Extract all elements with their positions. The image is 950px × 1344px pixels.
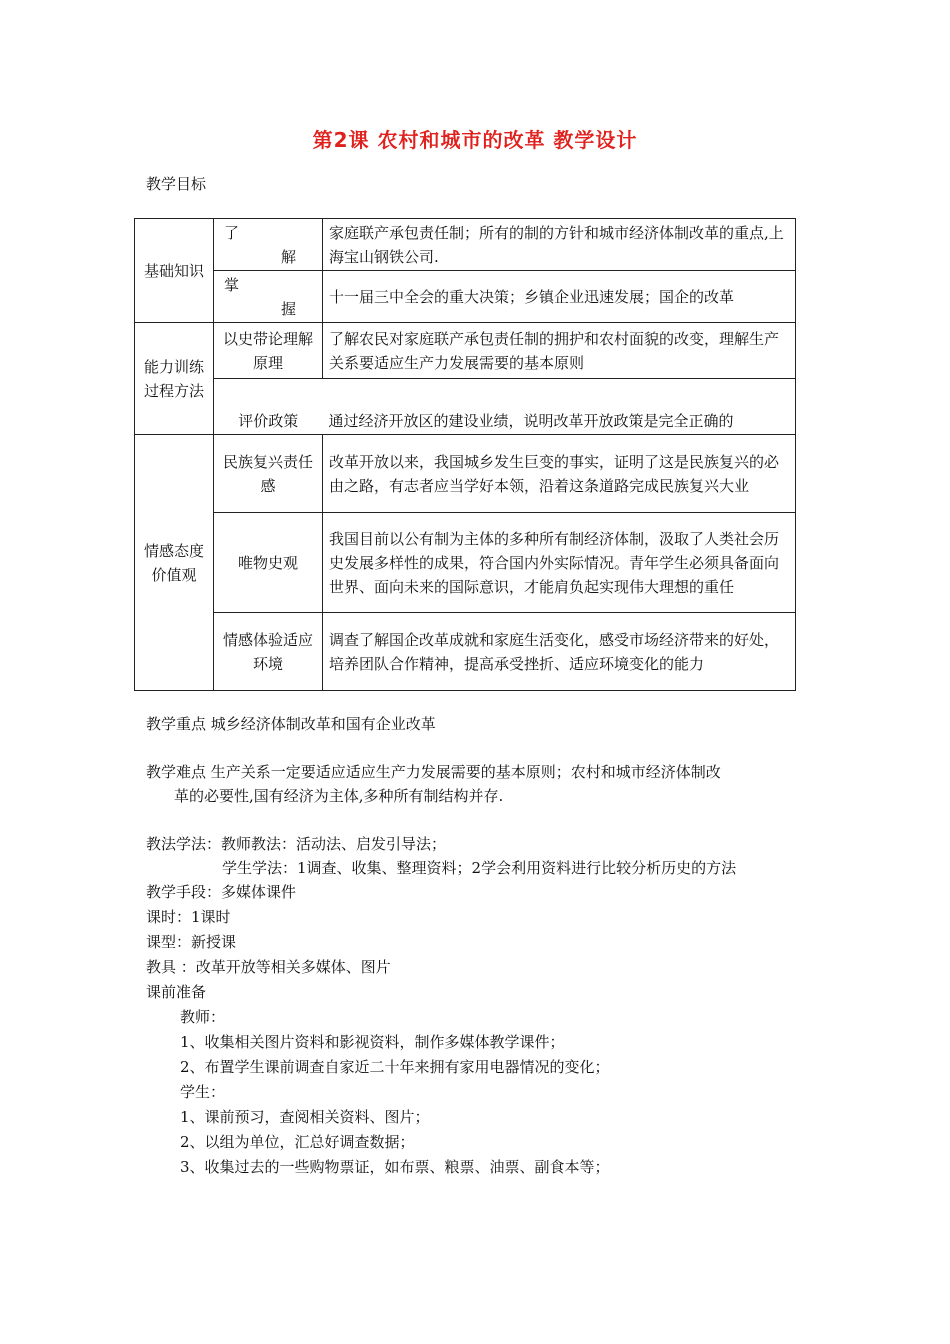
lesson-type: 课型：新授课 xyxy=(146,933,237,951)
category-emotion: 情感态度价值观 xyxy=(135,435,214,691)
student-item: 1、课前预习，查阅相关资料、图片； xyxy=(180,1108,430,1126)
category-ability: 能力训练过程方法 xyxy=(135,323,214,435)
student-item: 3、收集过去的一些购物票证，如布票、粮票、油票、副食本等； xyxy=(180,1158,610,1176)
difficult-point-line2: 革的必要性,国有经济为主体,多种所有制结构并存. xyxy=(174,787,504,805)
text-understand: 家庭联产承包责任制；所有的制的方针和城市经济体制改革的重点,上海宝山钢铁公司. xyxy=(323,219,796,271)
label-understand-b: 解 xyxy=(280,247,296,266)
teacher-item: 2、布置学生课前调查自家近二十年来拥有家用电器情况的变化； xyxy=(180,1058,610,1076)
label-understand xyxy=(214,219,323,271)
blank-cell xyxy=(214,379,796,409)
text-policy: 通过经济开放区的建设业绩，说明改革开放政策是完全正确的 xyxy=(323,409,796,435)
student-label: 学生： xyxy=(180,1083,226,1101)
table-row xyxy=(135,323,796,379)
table-row xyxy=(135,409,796,435)
table-row xyxy=(135,379,796,409)
label-national: 民族复兴责任 感 xyxy=(214,435,323,513)
methods-line1: 教法学法：教师教法：活动法、启发引导法； xyxy=(146,835,447,853)
table-row xyxy=(135,271,796,323)
label-understand-a: 了 xyxy=(224,223,240,242)
text-history: 了解农民对家庭联产承包责任制的拥护和农村面貌的改变，理解生产关系要适应生产力发展需要的基本原则 xyxy=(323,323,796,379)
table-row xyxy=(135,513,796,613)
label-policy: 评价政策 xyxy=(214,409,323,435)
student-item: 2、以组为单位，汇总好调查数据； xyxy=(180,1133,415,1151)
key-point: 教学重点 城乡经济体制改革和国有企业改革 xyxy=(146,715,436,733)
prep-heading: 课前准备 xyxy=(146,983,207,1001)
label-history: 以史带论理解原理 xyxy=(214,323,323,379)
category-basic: 基础知识 xyxy=(135,219,214,323)
teaching-means: 教学手段：多媒体课件 xyxy=(146,883,297,901)
teaching-tools: 教具 ：改革开放等相关多媒体、图片 xyxy=(146,958,391,976)
label-master-a: 掌 xyxy=(224,275,240,294)
table-row xyxy=(135,613,796,691)
label-experience: 情感体验适应环境 xyxy=(214,613,323,691)
label-master-b: 握 xyxy=(280,299,296,318)
text-master: 十一届三中全会的重大决策；乡镇企业迅速发展；国企的改革 xyxy=(323,271,796,323)
text-national: 改革开放以来，我国城乡发生巨变的事实，证明了这是民族复兴的必由之路，有志者应当学好本领，沿着这条道路完成民族复兴大业 xyxy=(323,435,796,513)
teacher-label: 教师： xyxy=(180,1008,226,1026)
difficult-point-line1: 教学难点 生产关系一定要适应适应生产力发展需要的基本原则；农村和城市经济体制改 xyxy=(146,763,721,781)
table-row xyxy=(135,435,796,513)
page-title: 第2课 农村和城市的改革 教学设计 xyxy=(312,128,638,152)
goals-table xyxy=(134,218,796,691)
label-master xyxy=(214,271,323,323)
methods-line2: 学生学法：1调查、收集、整理资料；2学会利用资料进行比较分析历史的方法 xyxy=(222,859,737,877)
class-hours: 课时：1课时 xyxy=(146,908,231,926)
goals-heading: 教学目标 xyxy=(146,175,207,193)
text-experience: 调查了解国企改革成就和家庭生活变化，感受市场经济带来的好处，培养团队合作精神，提高承受挫折、适应环境变化的能力 xyxy=(323,613,796,691)
text-materialism: 我国目前以公有制为主体的多种所有制经济体制，汲取了人类社会历史发展多样性的成果，符合国内外实际情况。青年学生必须具备面向世界、面向未来的国际意识，才能肩负起实现伟大理想的重任 xyxy=(323,513,796,613)
table-row xyxy=(135,219,796,271)
teacher-item: 1、收集相关图片资料和影视资料，制作多媒体教学课件； xyxy=(180,1033,565,1051)
label-materialism: 唯物史观 xyxy=(214,513,323,613)
